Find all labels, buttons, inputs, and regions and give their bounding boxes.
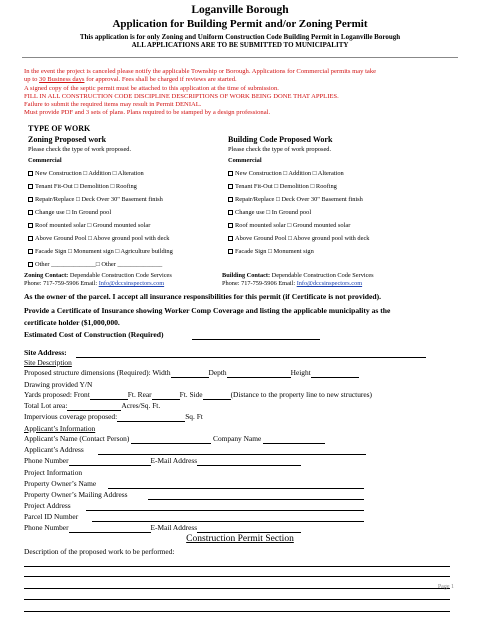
notice-line: Failure to submit the required items may result in Permit DENIAL. <box>24 101 202 109</box>
checkbox-icon[interactable] <box>228 223 233 228</box>
contact-name: Dependable Construction Code Services <box>68 272 172 279</box>
lot-area-row <box>24 401 160 411</box>
front-label: Yards proposed: Front <box>24 390 90 399</box>
parcel-label: Parcel ID Number <box>24 512 79 521</box>
owner-name-field[interactable] <box>108 488 364 489</box>
phone-text: Phone: 717-759-5906 Email: <box>222 280 297 287</box>
option-label: Facade Sign □ Monument sign <box>235 248 314 255</box>
option-label: Roof mounted solar □ Ground mounted solar <box>235 222 351 229</box>
checkbox-icon[interactable] <box>28 223 33 228</box>
option-label: Change use □ In Ground pool <box>35 209 112 216</box>
depth-label: Depth <box>208 368 227 377</box>
checkbox-icon[interactable] <box>28 197 33 202</box>
front-field[interactable] <box>90 390 128 400</box>
building-option[interactable] <box>228 170 344 177</box>
applicant-phone-row <box>24 456 301 466</box>
building-instructions: Please check the type of work proposed. <box>228 146 332 153</box>
yards-note: (Distance to the property line to new structures) <box>230 390 372 399</box>
checkbox-icon[interactable] <box>228 236 233 241</box>
impervious-row <box>24 412 203 422</box>
page-number: Page 1 <box>437 584 454 590</box>
subtitle: This application is for only Zoning and Uniform Construction Code Building Permit in Loganville Borough <box>79 33 401 41</box>
project-phone-row <box>24 523 301 533</box>
option-label: Above Ground Pool □ Above ground pool with deck <box>35 235 170 242</box>
lot-area-unit: Acres/Sq. Ft. <box>121 401 161 410</box>
checkbox-icon[interactable] <box>28 262 33 267</box>
zoning-option[interactable] <box>28 235 170 242</box>
building-option[interactable] <box>228 222 350 229</box>
checkbox-icon[interactable] <box>28 210 33 215</box>
checkbox-icon[interactable] <box>228 197 233 202</box>
contact-label: Building Contact: <box>222 272 271 279</box>
parcel-field[interactable] <box>92 521 364 522</box>
notice-line: FILL IN ALL CONSTRUCTION CODE DISCIPLINE DESCRIPTIONS OF WORK BEING DONE THAT APPLIES. <box>24 92 339 100</box>
phone-text: Phone: 717-759-5906 Email: <box>24 280 99 287</box>
checkbox-icon[interactable] <box>28 236 33 241</box>
side-field[interactable] <box>203 390 231 400</box>
option-label: Change use □ In Ground pool <box>235 209 312 216</box>
building-phone <box>222 280 362 287</box>
zoning-option[interactable] <box>28 248 173 255</box>
site-address-label: Site Address: <box>24 348 67 357</box>
building-option[interactable] <box>228 248 314 255</box>
zoning-contact <box>24 272 172 279</box>
option-label: Repair/Replace □ Deck Over 30" Basement finish <box>235 196 363 203</box>
header-divider <box>22 57 458 58</box>
checkbox-icon[interactable] <box>228 184 233 189</box>
yards-row <box>24 390 372 400</box>
zoning-option[interactable] <box>28 170 144 177</box>
project-phone-field[interactable] <box>69 523 151 533</box>
contact-label: Zoning Contact: <box>24 272 69 279</box>
applicant-email-field[interactable] <box>197 456 301 466</box>
description-prompt: Description of the proposed work to be performed: <box>24 547 175 556</box>
impervious-label: Impervious coverage proposed: <box>24 412 118 421</box>
lot-area-field[interactable] <box>67 401 121 411</box>
owner-mailing-field[interactable] <box>148 499 364 500</box>
notice-text: for approval. Fees shall be charged if reviews are started. <box>84 76 237 84</box>
construction-permit-heading: Construction Permit Section <box>186 534 294 544</box>
project-address-field[interactable] <box>86 510 364 511</box>
applicant-phone-field[interactable] <box>69 456 151 466</box>
notice-line <box>24 76 464 84</box>
depth-field[interactable] <box>227 368 291 378</box>
width-field[interactable] <box>171 368 209 378</box>
building-commercial-label: Commercial <box>228 157 262 164</box>
site-address-field[interactable] <box>76 357 426 358</box>
impervious-field[interactable] <box>117 412 185 422</box>
zoning-phone <box>24 280 164 287</box>
owner-mailing-label: Property Owner’s Mailing Address <box>24 490 128 499</box>
zoning-option[interactable] <box>28 183 137 190</box>
description-line[interactable] <box>24 576 450 577</box>
project-heading: Project Information <box>24 468 83 477</box>
insurance-statement: Provide a Certificate of Insurance showing Worker Comp Coverage and listing the applicable municipality as the <box>24 306 391 315</box>
option-label: New Construction □ Addition □ Alteration <box>235 170 344 177</box>
zoning-commercial-label: Commercial <box>28 157 62 164</box>
building-option[interactable] <box>228 196 363 203</box>
dimensions-row <box>24 368 359 378</box>
side-label: Ft. Side <box>179 390 203 399</box>
project-address-label: Project Address <box>24 501 71 510</box>
notice-text: up to <box>24 76 40 84</box>
applicant-name-field[interactable] <box>131 434 211 444</box>
owner-name-label: Property Owner’s Name <box>24 479 97 488</box>
notice-block <box>24 68 464 118</box>
option-label: Tenant Fit-Out □ Demolition □ Roofing <box>35 183 137 190</box>
option-label: Above Ground Pool □ Above ground pool with deck <box>235 235 370 242</box>
insurance-statement-2: certificate holder ($1,000,000. <box>24 318 120 327</box>
email-label: E-Mail Address <box>150 523 198 532</box>
checkbox-icon[interactable] <box>228 171 233 176</box>
drawing-provided: Drawing provided Y/N <box>24 380 93 389</box>
impervious-unit: Sq. Ft <box>185 412 203 421</box>
contact-name: Dependable Construction Code Services <box>270 272 374 279</box>
type-of-work-heading: TYPE OF WORK <box>28 124 91 133</box>
building-email-link[interactable]: Info@dccsinspectors.com <box>296 280 363 287</box>
building-heading: Building Code Proposed Work <box>228 135 333 144</box>
building-option[interactable] <box>228 209 311 216</box>
applicant-address-field[interactable] <box>98 454 366 455</box>
checkbox-icon[interactable] <box>228 210 233 215</box>
zoning-option[interactable] <box>28 196 163 203</box>
applicant-heading: Applicant’s Information <box>24 424 96 433</box>
lot-area-label: Total Lot area: <box>24 401 68 410</box>
email-label: E-Mail Address <box>150 456 198 465</box>
zoning-instructions: Please check the type of work proposed. <box>28 146 132 153</box>
estimated-cost-label: Estimated Cost of Construction (Required) <box>24 330 164 339</box>
site-description-heading: Site Description <box>24 358 72 367</box>
applicant-name-label: Applicant’s Name (Contact Person) <box>24 434 130 443</box>
option-label: Facade Sign □ Monument sign □ Agriculture building <box>35 248 173 255</box>
option-label: Tenant Fit-Out □ Demolition □ Roofing <box>235 183 337 190</box>
company-label: Company Name <box>213 434 262 443</box>
phone-label: Phone Number <box>24 456 69 465</box>
building-option[interactable] <box>228 235 370 242</box>
height-label: Height <box>290 368 311 377</box>
option-label: New Construction □ Addition □ Alteration <box>35 170 144 177</box>
option-label: Repair/Replace □ Deck Over 30" Basement finish <box>35 196 163 203</box>
checkbox-icon[interactable] <box>228 249 233 254</box>
rear-label: Ft. Rear <box>127 390 152 399</box>
estimated-cost-field[interactable] <box>192 339 320 340</box>
option-label: Other ______________□ Other ______________ <box>35 261 163 268</box>
description-line[interactable] <box>24 588 450 589</box>
width-label: Proposed structure dimensions (Required): Width <box>24 368 171 377</box>
zoning-heading: Zoning Proposed work <box>28 135 107 144</box>
applicant-name-row <box>24 434 325 444</box>
phone-label: Phone Number <box>24 523 69 532</box>
borough-title: Loganville Borough <box>191 4 289 16</box>
zoning-option[interactable] <box>28 222 150 229</box>
notice-line: In the event the project is canceled please notify the applicable Township or Borough. Applications for Commercial permits may take <box>24 68 377 75</box>
building-option[interactable] <box>228 183 337 190</box>
building-contact <box>222 272 374 279</box>
owner-statement: As the owner of the parcel. I accept all insurance responsibilities for this permit (if Certificate is not provided). <box>24 292 382 301</box>
zoning-email-link[interactable]: Info@dccsinspectors.com <box>98 280 165 287</box>
page-title: Application for Building Permit and/or Zoning Permit <box>112 18 368 30</box>
height-field[interactable] <box>311 368 359 378</box>
checkbox-icon[interactable] <box>28 171 33 176</box>
description-line[interactable] <box>24 566 450 567</box>
project-email-field[interactable] <box>197 523 301 533</box>
checkbox-icon[interactable] <box>28 249 33 254</box>
company-field[interactable] <box>263 434 325 444</box>
rear-field[interactable] <box>152 390 180 400</box>
checkbox-icon[interactable] <box>28 184 33 189</box>
notice-line: Must provide PDF and 3 sets of plans. Plans required to be stamped by a design professional. <box>24 109 271 117</box>
notice-days: 30 Business days <box>39 76 85 84</box>
applicant-address-label: Applicant’s Address <box>24 445 84 454</box>
description-line[interactable] <box>24 611 450 612</box>
zoning-option[interactable] <box>28 261 162 268</box>
option-label: Roof mounted solar □ Ground mounted solar <box>35 222 151 229</box>
description-line[interactable] <box>24 599 450 600</box>
zoning-option[interactable] <box>28 209 111 216</box>
notice-line: A signed copy of the septic permit must be attached to this application at the time of submission. <box>24 84 279 92</box>
submission-notice: ALL APPLICATIONS ARE TO BE SUBMITTED TO MUNICIPALITY <box>131 41 349 49</box>
